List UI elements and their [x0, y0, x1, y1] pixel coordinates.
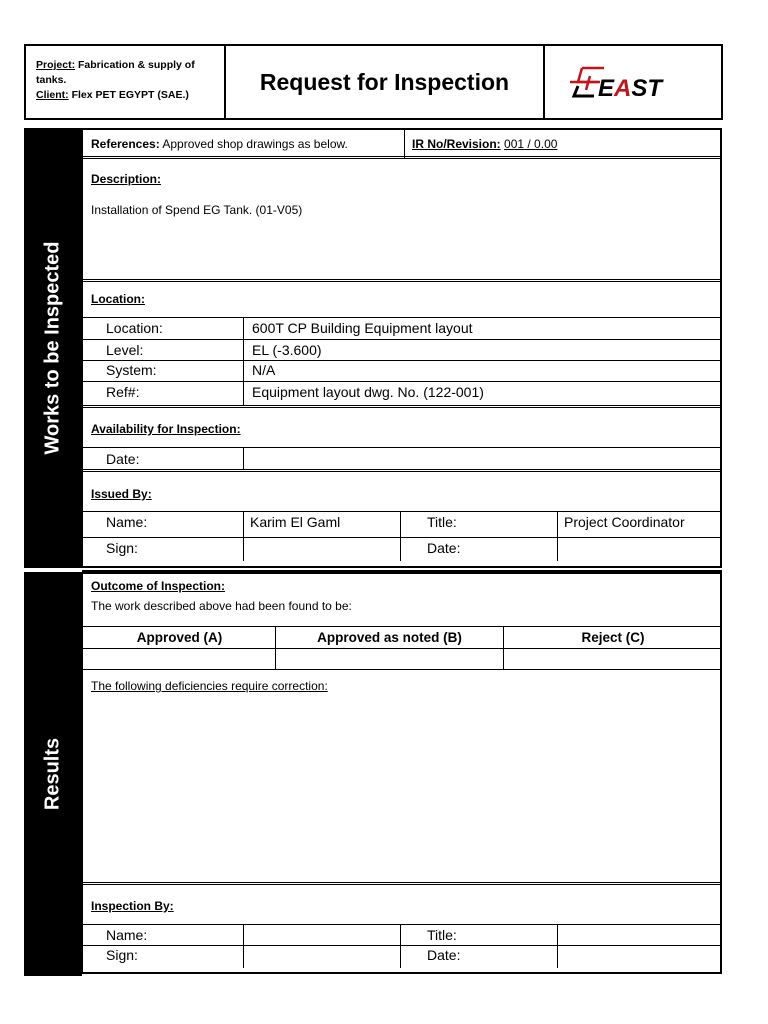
inspection-sign-label: Sign: — [106, 947, 138, 963]
references-label: References: — [91, 137, 160, 151]
client-label: Client: — [36, 89, 69, 101]
approved-b-header: Approved as noted (B) — [317, 630, 462, 645]
ref-key: Ref#: — [106, 384, 140, 400]
issued-name-label: Name: — [106, 514, 148, 530]
works-side-label: Works to be Inspected — [41, 241, 64, 455]
outcome-text: The work described above had been found to be: — [91, 599, 352, 613]
reject-c-header: Reject (C) — [581, 630, 645, 645]
issued-by-label: Issued By: — [91, 487, 152, 501]
results-side-label: Results — [41, 737, 64, 811]
reject-c-cell[interactable] — [504, 649, 720, 668]
approved-b-cell[interactable] — [276, 649, 502, 668]
location-value: 600T CP Building Equipment layout — [252, 320, 473, 336]
issued-name-value: Karim El Gaml — [250, 514, 341, 530]
document-title: Request for Inspection — [224, 44, 545, 120]
location-key: Location: — [106, 320, 163, 336]
works-section — [82, 128, 722, 568]
inspection-date-label: Date: — [427, 947, 461, 963]
issued-title-value: Project Coordinator — [564, 514, 685, 530]
east-logo-icon — [568, 62, 698, 102]
issued-title-label: Title: — [427, 514, 457, 530]
logo-text: EAST — [598, 75, 663, 102]
deficiencies-label: The following deficiencies require correction: — [91, 679, 328, 693]
client-value: Flex PET EGYPT (SAE.) — [71, 89, 189, 101]
ir-label: IR No/Revision: — [412, 137, 501, 151]
ir-row — [412, 137, 557, 151]
availability-label: Availability for Inspection: — [91, 422, 241, 436]
system-key: System: — [106, 362, 157, 378]
ref-value: Equipment layout dwg. No. (122-001) — [252, 384, 484, 400]
issued-sign-label: Sign: — [106, 540, 138, 556]
company-logo — [543, 44, 723, 120]
description-label: Description: — [91, 172, 162, 186]
availability-date-label: Date: — [106, 451, 140, 467]
references-value: Approved shop drawings as below. — [162, 137, 348, 151]
project-info — [24, 44, 226, 120]
system-value: N/A — [252, 362, 276, 378]
issued-date-label: Date: — [427, 540, 461, 556]
level-key: Level: — [106, 342, 144, 358]
location-label: Location: — [91, 292, 145, 306]
approved-a-cell[interactable] — [84, 649, 274, 668]
project-label: Project: — [36, 59, 76, 71]
level-value: EL (-3.600) — [252, 342, 322, 358]
description-text: Installation of Spend EG Tank. (01-V05) — [91, 203, 303, 217]
ir-value: 001 / 0.00 — [504, 137, 558, 151]
inspection-by-label: Inspection By: — [91, 899, 174, 913]
works-side-bar — [24, 128, 82, 568]
approved-a-header: Approved (A) — [136, 630, 223, 645]
deficiencies-area[interactable] — [84, 696, 720, 881]
inspection-title-label: Title: — [427, 927, 457, 943]
outcome-label: Outcome of Inspection: — [91, 579, 226, 593]
references-row — [91, 137, 348, 151]
inspection-name-label: Name: — [106, 927, 148, 943]
project-value: Fabrication & supply of tanks. — [36, 59, 195, 86]
results-side-bar — [24, 572, 82, 976]
